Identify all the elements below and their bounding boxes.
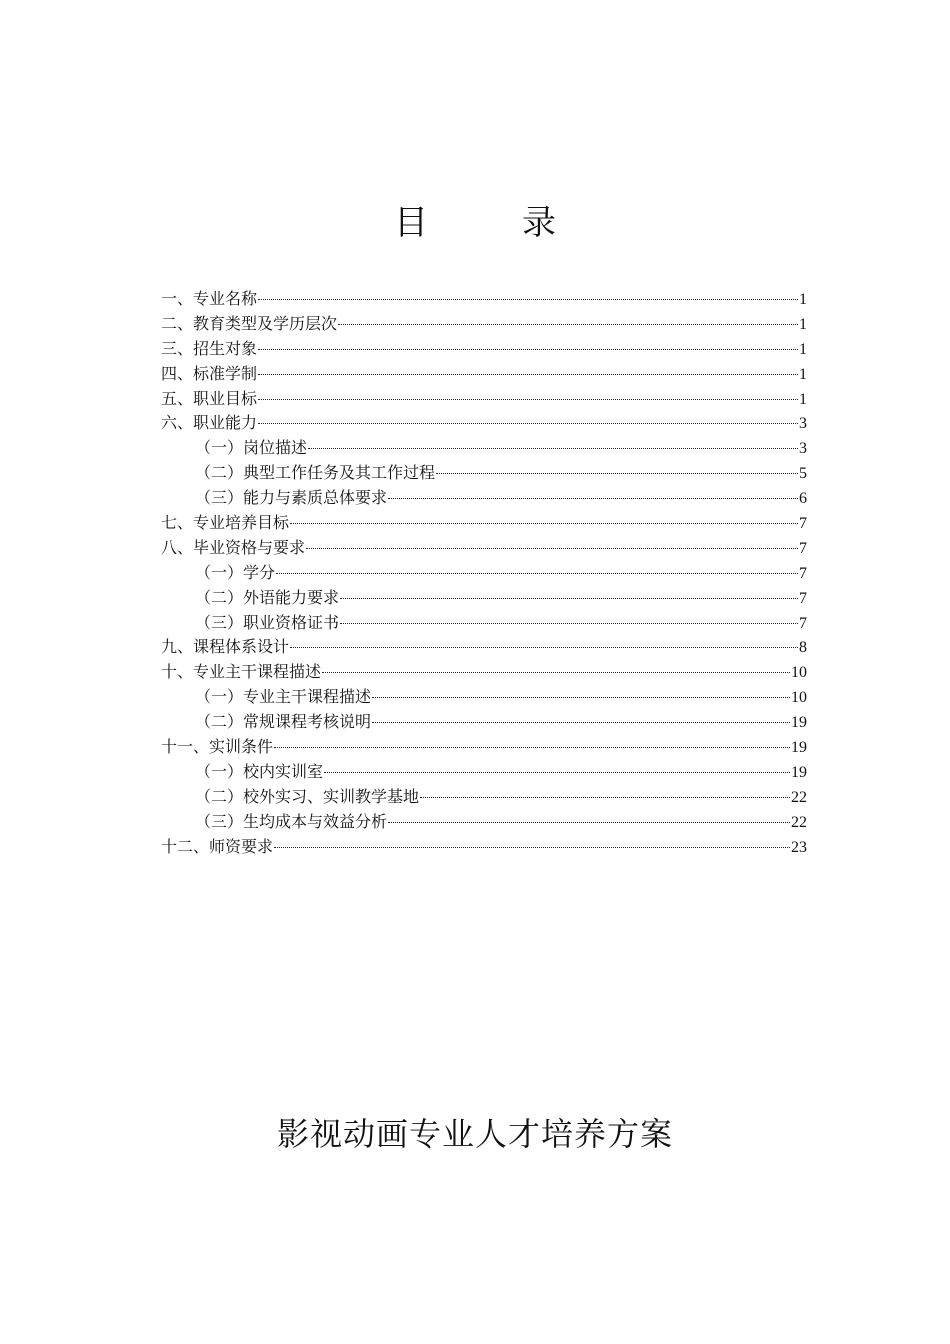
toc-leader-dots bbox=[420, 787, 790, 798]
toc-entry-text: （二）典型工作任务及其工作过程 bbox=[195, 463, 436, 483]
toc-page-number: 3 bbox=[799, 440, 807, 458]
toc-entry[interactable] bbox=[161, 810, 807, 835]
toc-page-number: 10 bbox=[791, 664, 807, 682]
toc-leader-dots bbox=[340, 613, 798, 624]
toc-entry-text: 十、专业主干课程描述 bbox=[161, 662, 322, 682]
toc-leader-dots bbox=[322, 662, 790, 673]
toc-entry[interactable] bbox=[161, 685, 807, 710]
toc-page-number: 10 bbox=[791, 689, 807, 707]
toc-entry[interactable] bbox=[161, 337, 807, 362]
toc-entry[interactable] bbox=[161, 586, 807, 611]
toc-page-number: 22 bbox=[791, 788, 807, 806]
toc-entry-text: 七、专业培养目标 bbox=[161, 513, 290, 533]
toc-entry[interactable] bbox=[161, 735, 807, 760]
toc-entry-text: （三）生均成本与效益分析 bbox=[195, 811, 388, 831]
toc-entry[interactable] bbox=[161, 436, 807, 461]
toc-page-number: 22 bbox=[791, 813, 807, 831]
toc-entry-text: （一）学分 bbox=[195, 562, 276, 582]
toc-title: 目 录 bbox=[394, 203, 586, 243]
toc-leader-dots bbox=[436, 463, 798, 474]
toc-leader-dots bbox=[290, 637, 798, 648]
toc-page-number: 1 bbox=[799, 390, 807, 408]
toc-entry[interactable] bbox=[161, 611, 807, 636]
toc-page-number: 1 bbox=[799, 291, 807, 308]
toc-leader-dots bbox=[388, 812, 790, 823]
toc-entry[interactable] bbox=[161, 461, 807, 486]
toc-entry[interactable] bbox=[161, 561, 807, 586]
toc-page-number: 23 bbox=[791, 838, 807, 856]
toc-page-number: 19 bbox=[791, 739, 807, 757]
toc-leader-dots bbox=[388, 488, 798, 499]
toc-page-number: 1 bbox=[799, 315, 807, 333]
toc-page-number: 8 bbox=[799, 639, 807, 657]
toc-entry-text: （二）校外实习、实训教学基地 bbox=[195, 786, 420, 806]
toc-entry[interactable] bbox=[161, 660, 807, 685]
toc-entry-text: （三）能力与素质总体要求 bbox=[195, 488, 388, 508]
toc-page-number: 1 bbox=[799, 340, 807, 358]
toc-entry-text: （一）专业主干课程描述 bbox=[195, 687, 372, 707]
toc-entry-text: （三）职业资格证书 bbox=[195, 612, 340, 632]
toc-leader-dots bbox=[258, 339, 798, 350]
toc-entry[interactable] bbox=[161, 536, 807, 561]
toc-entry[interactable] bbox=[161, 835, 807, 860]
toc-leader-dots bbox=[274, 737, 790, 748]
toc-page-number: 7 bbox=[799, 539, 807, 557]
toc-entry-text: （二）常规课程考核说明 bbox=[195, 712, 372, 732]
toc-page-number: 7 bbox=[799, 614, 807, 632]
toc-entry[interactable] bbox=[161, 710, 807, 735]
toc-leader-dots bbox=[258, 413, 798, 424]
toc-entry-text: （一）校内实训室 bbox=[195, 761, 324, 781]
toc-entry-text: 十一、实训条件 bbox=[161, 737, 274, 757]
toc-leader-dots bbox=[324, 762, 790, 773]
toc-entry[interactable] bbox=[161, 760, 807, 785]
toc-page-number: 5 bbox=[799, 465, 807, 483]
toc-entry[interactable] bbox=[161, 411, 807, 436]
toc-page-number: 6 bbox=[799, 490, 807, 508]
toc-entry[interactable] bbox=[161, 511, 807, 536]
toc-entry[interactable] bbox=[161, 362, 807, 387]
toc-leader-dots bbox=[340, 588, 798, 599]
toc-page-number: 1 bbox=[799, 365, 807, 383]
toc-entry-text: 十二、师资要求 bbox=[161, 836, 274, 856]
table-of-contents bbox=[161, 287, 807, 859]
toc-entry[interactable] bbox=[161, 312, 807, 337]
toc-entry-text: 二、教育类型及学历层次 bbox=[161, 313, 338, 333]
toc-page-number: 7 bbox=[799, 515, 807, 533]
toc-leader-dots bbox=[258, 389, 798, 400]
toc-entry-text: 六、职业能力 bbox=[161, 413, 258, 433]
toc-leader-dots bbox=[258, 364, 798, 375]
toc-page-number: 19 bbox=[791, 714, 807, 732]
toc-leader-dots bbox=[276, 563, 798, 574]
toc-leader-dots bbox=[306, 538, 798, 549]
toc-page-number: 7 bbox=[799, 589, 807, 607]
toc-entry-text: 五、职业目标 bbox=[161, 388, 258, 408]
toc-leader-dots bbox=[372, 712, 790, 723]
toc-leader-dots bbox=[308, 438, 798, 449]
toc-leader-dots bbox=[372, 687, 790, 698]
toc-entry[interactable] bbox=[161, 785, 807, 810]
toc-entry-text: 九、课程体系设计 bbox=[161, 637, 290, 657]
toc-page-number: 7 bbox=[799, 564, 807, 582]
toc-page-number: 3 bbox=[799, 415, 807, 433]
toc-entry[interactable] bbox=[161, 287, 807, 312]
toc-entry[interactable] bbox=[161, 486, 807, 511]
document-title: 影视动画专业人才培养方案 bbox=[276, 1115, 673, 1153]
toc-entry[interactable] bbox=[161, 635, 807, 660]
toc-entry-text: （一）岗位描述 bbox=[195, 438, 308, 458]
toc-page-number: 19 bbox=[791, 763, 807, 781]
toc-leader-dots bbox=[290, 513, 798, 524]
toc-entry-text: 四、标准学制 bbox=[161, 363, 258, 383]
toc-entry[interactable] bbox=[161, 387, 807, 412]
toc-leader-dots bbox=[258, 289, 798, 300]
toc-entry-text: 一、专业名称 bbox=[161, 289, 258, 308]
toc-entry-text: 八、毕业资格与要求 bbox=[161, 537, 306, 557]
toc-leader-dots bbox=[338, 314, 798, 325]
toc-entry-text: （二）外语能力要求 bbox=[195, 587, 340, 607]
toc-entry-text: 三、招生对象 bbox=[161, 338, 258, 358]
toc-leader-dots bbox=[274, 837, 790, 848]
